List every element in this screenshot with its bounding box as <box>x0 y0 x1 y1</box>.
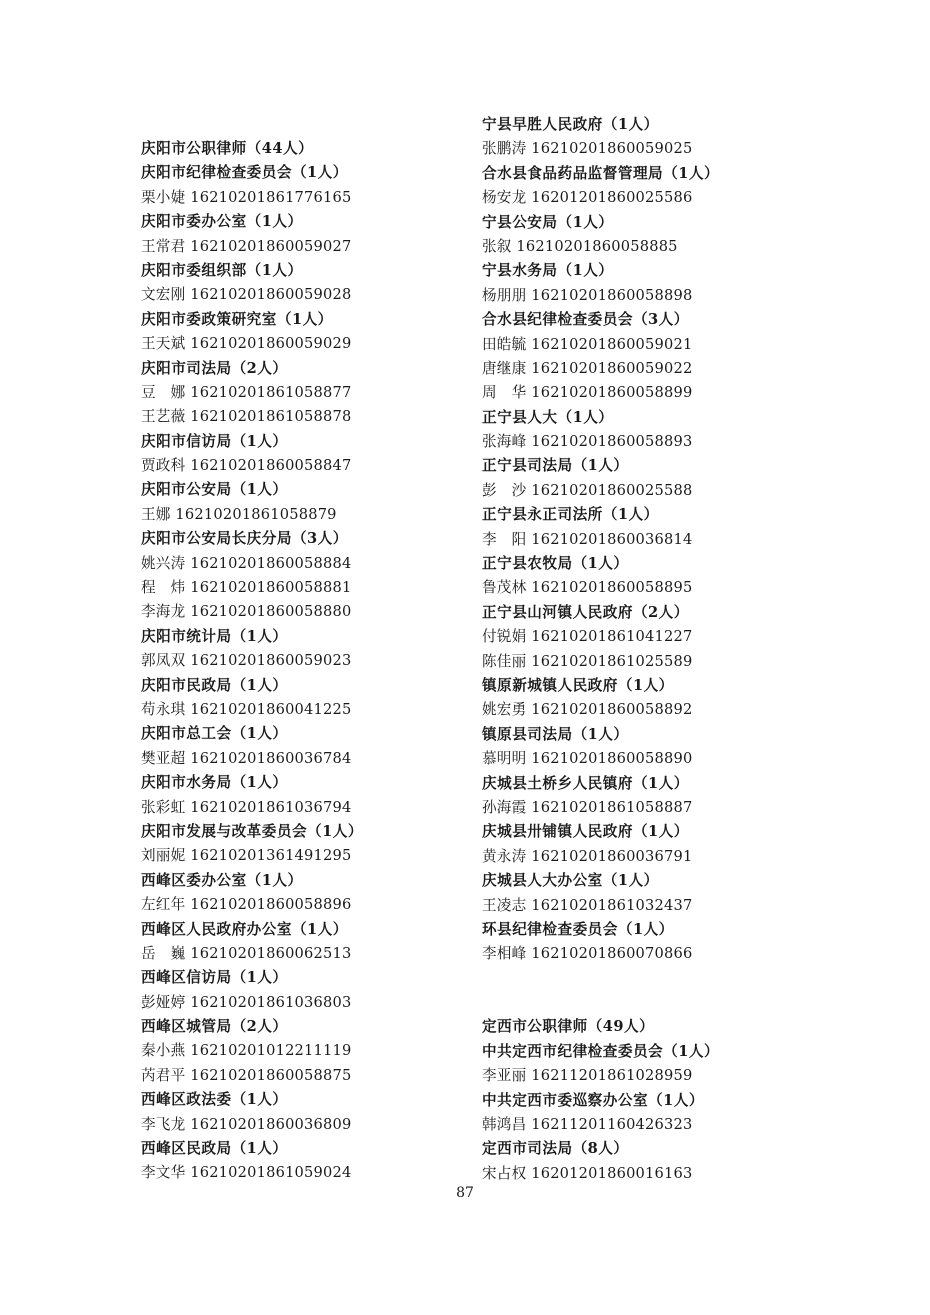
blank-line <box>482 967 812 991</box>
section-heading: 庆城县人大办公室（1人） <box>482 872 659 890</box>
section-heading: 中共定西市委巡察办公室（1人） <box>482 1091 704 1109</box>
lawyer-entry: 宋占权 16201201860016163 <box>482 1164 693 1182</box>
section-heading: 庆城县土桥乡人民镇府（1人） <box>482 774 689 792</box>
section-heading: 合水县食品药品监督管理局（1人） <box>482 164 720 182</box>
section-heading: 宁县水务局（1人） <box>482 262 614 280</box>
lawyer-entry: 秦小燕 16210201012211119 <box>141 1042 352 1060</box>
lawyer-entry: 彭 沙 16210201860025588 <box>482 481 693 499</box>
lawyer-entry: 杨朋朋 16210201860058898 <box>482 286 693 304</box>
lawyer-entry: 杨安龙 16201201860025586 <box>482 189 693 207</box>
lawyer-entry: 姚兴涛 16210201860058884 <box>141 554 352 572</box>
lawyer-entry: 樊亚超 16210201860036784 <box>141 749 352 767</box>
lawyer-entry: 姚宏勇 16210201860058892 <box>482 701 693 719</box>
section-heading: 庆阳市民政局（1人） <box>141 676 288 694</box>
section-heading: 合水县纪律检查委员会（3人） <box>482 311 689 329</box>
right-column <box>482 113 812 1186</box>
section-heading: 庆阳市公安局（1人） <box>141 481 288 499</box>
section-heading: 庆阳市水务局（1人） <box>141 774 288 792</box>
lawyer-entry: 李相峰 16210201860070866 <box>482 945 693 963</box>
lawyer-entry: 慕明明 16210201860058890 <box>482 750 693 768</box>
lawyer-entry: 王艺薇 16210201861058878 <box>141 408 352 426</box>
section-heading: 庆阳市纪律检查委员会（1人） <box>141 164 348 182</box>
lawyer-entry: 鲁茂林 16210201860058895 <box>482 579 693 597</box>
section-heading: 西峰区民政局（1人） <box>141 1140 288 1158</box>
lawyer-entry: 栗小婕 16210201861776165 <box>141 188 352 206</box>
section-heading: 镇原县司法局（1人） <box>482 725 629 743</box>
section-heading: 正宁县农牧局（1人） <box>482 555 629 573</box>
lawyer-entry: 左红年 16210201860058896 <box>141 896 352 914</box>
lawyer-entry: 李 阳 16210201860036814 <box>482 530 693 548</box>
blank-line <box>482 991 812 1015</box>
section-heading: 西峰区委办公室（1人） <box>141 871 303 889</box>
section-heading: 正宁县永正司法所（1人） <box>482 506 659 524</box>
lawyer-entry: 张彩虹 16210201861036794 <box>141 798 352 816</box>
section-heading: 宁县公安局（1人） <box>482 213 614 231</box>
section-heading: 庆阳市委政策研究室（1人） <box>141 310 333 328</box>
section-heading: 西峰区城管局（2人） <box>141 1018 288 1036</box>
section-heading: 庆城县卅铺镇人民政府（1人） <box>482 823 689 841</box>
section-heading: 庆阳市委组织部（1人） <box>141 261 303 279</box>
section-heading: 西峰区人民政府办公室（1人） <box>141 920 348 938</box>
lawyer-entry: 唐继康 16210201860059022 <box>482 359 693 377</box>
lawyer-entry: 孙海霞 16210201861058887 <box>482 798 693 816</box>
lawyer-entry: 黄永涛 16210201860036791 <box>482 847 693 865</box>
page-number: 87 <box>456 1185 474 1201</box>
lawyer-entry: 李飞龙 16210201860036809 <box>141 1115 352 1133</box>
section-heading: 庆阳市公职律师（44人） <box>141 140 314 157</box>
lawyer-entry: 韩鸿昌 16211201160426323 <box>482 1116 693 1134</box>
lawyer-entry: 王娜 16210201861058879 <box>141 505 337 523</box>
lawyer-entry: 陈佳丽 16210201861025589 <box>482 652 693 670</box>
lawyer-entry: 王常君 16210201860059027 <box>141 237 352 255</box>
section-heading: 正宁县人大（1人） <box>482 408 614 426</box>
section-heading: 中共定西市纪律检查委员会（1人） <box>482 1042 720 1060</box>
section-heading: 环县纪律检查委员会（1人） <box>482 920 674 938</box>
lawyer-entry: 付锐娟 16210201861041227 <box>482 628 693 646</box>
lawyer-entry: 刘丽妮 16210201361491295 <box>141 847 352 865</box>
lawyer-entry: 文宏刚 16210201860059028 <box>141 286 352 304</box>
lawyer-entry: 岳 巍 16210201860062513 <box>141 944 352 962</box>
lawyer-entry: 程 炜 16210201860058881 <box>141 579 352 597</box>
lawyer-entry: 贾政科 16210201860058847 <box>141 457 352 475</box>
left-column <box>141 137 471 1186</box>
section-heading: 庆阳市信访局（1人） <box>141 432 288 450</box>
lawyer-entry: 王凌志 16210201861032437 <box>482 896 693 914</box>
section-heading: 庆阳市公安局长庆分局（3人） <box>141 530 348 548</box>
section-heading: 庆阳市司法局（2人） <box>141 359 288 377</box>
lawyer-entry: 李文华 16210201861059024 <box>141 1164 352 1182</box>
lawyer-entry: 张鹏涛 16210201860059025 <box>482 140 693 158</box>
section-heading: 西峰区信访局（1人） <box>141 969 288 987</box>
lawyer-entry: 李亚丽 16211201861028959 <box>482 1067 693 1085</box>
section-heading: 庆阳市发展与改革委员会（1人） <box>141 822 363 840</box>
section-heading: 正宁县司法局（1人） <box>482 457 629 475</box>
lawyer-entry: 周 华 16210201860058899 <box>482 384 693 402</box>
section-heading: 庆阳市统计局（1人） <box>141 627 288 645</box>
lawyer-entry: 豆 娜 16210201861058877 <box>141 383 352 401</box>
section-heading: 宁县早胜人民政府（1人） <box>482 116 659 133</box>
lawyer-entry: 彭娅婷 16210201861036803 <box>141 993 352 1011</box>
lawyer-entry: 张海峰 16210201860058893 <box>482 433 693 451</box>
lawyer-entry: 张叙 16210201860058885 <box>482 237 678 255</box>
lawyer-entry: 芮君平 16210201860058875 <box>141 1066 352 1084</box>
lawyer-entry: 郭凤双 16210201860059023 <box>141 652 352 670</box>
section-heading: 正宁县山河镇人民政府（2人） <box>482 603 689 621</box>
section-heading: 镇原新城镇人民政府（1人） <box>482 676 674 694</box>
lawyer-entry: 李海龙 16210201860058880 <box>141 603 352 621</box>
section-heading: 定西市公职律师（49人） <box>482 1018 655 1036</box>
lawyer-entry: 王天斌 16210201860059029 <box>141 335 352 353</box>
section-heading: 西峰区政法委（1人） <box>141 1091 288 1109</box>
section-heading: 定西市司法局（8人） <box>482 1140 629 1158</box>
lawyer-entry: 田皓毓 16210201860059021 <box>482 335 693 353</box>
lawyer-entry: 苟永琪 16210201860041225 <box>141 700 352 718</box>
section-heading: 庆阳市委办公室（1人） <box>141 213 303 231</box>
section-heading: 庆阳市总工会（1人） <box>141 725 288 743</box>
